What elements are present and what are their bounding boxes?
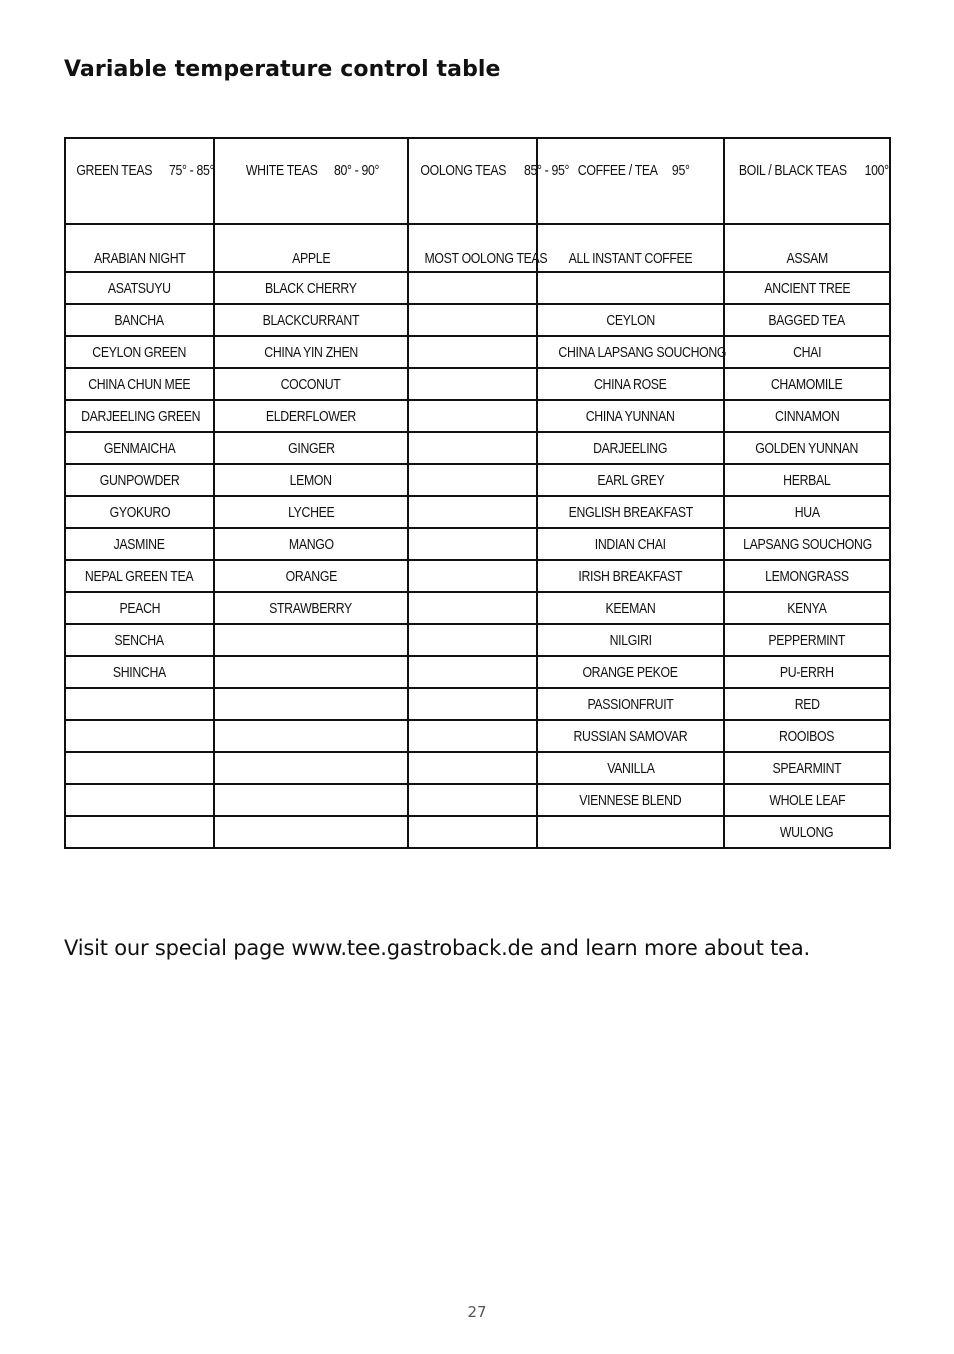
tea-name: ELDERFLOWER <box>265 407 357 425</box>
table-cell <box>65 368 214 400</box>
column-header-oolong-teas <box>408 138 570 224</box>
table-cell <box>214 816 408 848</box>
tea-name: SHINCHA <box>112 663 167 681</box>
tea-name: PU-ERRH <box>780 663 834 681</box>
tea-name: EARL GREY <box>596 471 665 489</box>
tea-name: BANCHA <box>114 311 165 329</box>
table-cell <box>724 432 890 464</box>
table-cell <box>724 304 890 336</box>
tea-name: WHOLE LEAF <box>768 791 846 809</box>
table-cell <box>537 464 724 496</box>
table-cell <box>408 304 537 336</box>
table-cell <box>65 400 214 432</box>
column-header-name: GREEN TEAS <box>76 162 153 179</box>
tea-name: ALL INSTANT COFFEE <box>568 250 693 267</box>
table-cell <box>408 688 537 720</box>
tea-name: DARJEELING GREEN <box>81 407 201 425</box>
tea-name: SENCHA <box>114 631 165 649</box>
table-cell <box>65 224 214 272</box>
table-row <box>65 656 890 688</box>
tea-name: ASATSUYU <box>108 279 171 297</box>
table-cell <box>724 720 890 752</box>
table-cell <box>214 304 408 336</box>
table-cell <box>724 624 890 656</box>
table-cell <box>724 784 890 816</box>
tea-name: CEYLON <box>606 311 655 329</box>
tea-name: ORANGE PEKOE <box>582 663 679 681</box>
table-cell <box>408 272 537 304</box>
table-cell <box>724 752 890 784</box>
table-cell <box>408 816 537 848</box>
table-cell <box>537 752 724 784</box>
table-cell <box>408 432 537 464</box>
table-cell <box>724 336 890 368</box>
tea-name: CINNAMON <box>774 407 840 425</box>
table-cell <box>724 592 890 624</box>
table-row <box>65 688 890 720</box>
table-cell <box>537 224 724 272</box>
tea-name: CHINA ROSE <box>594 375 667 393</box>
table-header-row <box>65 138 890 224</box>
column-header-green-teas <box>65 138 214 224</box>
tea-name: LYCHEE <box>287 503 335 521</box>
table-cell <box>724 656 890 688</box>
table-row <box>65 592 890 624</box>
table-row <box>65 304 890 336</box>
tea-name: VIENNESE BLEND <box>579 791 682 809</box>
table-cell <box>537 432 724 464</box>
table-cell <box>537 688 724 720</box>
table-cell <box>537 720 724 752</box>
table-row <box>65 496 890 528</box>
tea-name: GYOKURO <box>109 503 170 521</box>
tea-name: CHAMOMILE <box>771 375 843 393</box>
table-cell <box>214 656 408 688</box>
table-cell <box>214 784 408 816</box>
tea-name: WULONG <box>780 823 834 841</box>
table-cell <box>724 688 890 720</box>
table-cell <box>408 368 537 400</box>
table-cell <box>724 400 890 432</box>
table-cell <box>214 752 408 784</box>
table-cell <box>537 528 724 560</box>
table-cell <box>408 224 548 272</box>
tea-name: BLACK CHERRY <box>265 279 357 297</box>
tea-name: LAPSANG SOUCHONG <box>742 535 872 553</box>
table-row <box>65 560 890 592</box>
tea-name: BAGGED TEA <box>768 311 846 329</box>
page-number: 27 <box>467 1303 487 1321</box>
column-header-temp: 85° - 95° <box>524 162 570 179</box>
tea-name: ENGLISH BREAKFAST <box>568 503 693 521</box>
tea-name: GUNPOWDER <box>99 471 180 489</box>
table-cell <box>724 272 890 304</box>
table-cell <box>65 336 214 368</box>
table-cell <box>724 368 890 400</box>
table-cell <box>65 720 214 752</box>
table-cell <box>65 656 214 688</box>
table-cell <box>537 496 724 528</box>
temperature-table <box>64 137 891 849</box>
table-cell <box>214 496 408 528</box>
tea-name: BLACKCURRANT <box>262 311 360 329</box>
table-cell <box>214 272 408 304</box>
table-row <box>65 400 890 432</box>
table-row <box>65 368 890 400</box>
table-cell <box>537 592 724 624</box>
table-cell <box>65 432 214 464</box>
table-cell <box>408 528 537 560</box>
tea-name: VANILLA <box>606 759 655 777</box>
table-cell <box>214 624 408 656</box>
tea-name: MANGO <box>288 535 334 553</box>
table-cell <box>408 496 537 528</box>
table-cell <box>724 464 890 496</box>
tea-name: HUA <box>794 503 820 521</box>
column-header-name: OOLONG TEAS <box>420 162 507 179</box>
tea-name: KEEMAN <box>605 599 656 617</box>
table-cell <box>537 624 724 656</box>
table-row <box>65 720 890 752</box>
column-header-white-teas <box>214 138 408 224</box>
table-row <box>65 816 890 848</box>
tea-name: ARABIAN NIGHT <box>93 250 186 267</box>
table-row <box>65 224 890 272</box>
table-cell <box>65 528 214 560</box>
table-cell <box>214 528 408 560</box>
table-cell <box>214 432 408 464</box>
tea-name: RED <box>794 695 820 713</box>
tea-name: CHINA YUNNAN <box>586 407 675 425</box>
tea-name: HERBAL <box>783 471 831 489</box>
table-cell <box>214 464 408 496</box>
table-row <box>65 784 890 816</box>
tea-name: GENMAICHA <box>103 439 176 457</box>
table-row <box>65 272 890 304</box>
tea-name: CEYLON GREEN <box>92 343 187 361</box>
table-cell <box>537 400 724 432</box>
tea-name: ORANGE <box>285 567 337 585</box>
table-cell <box>537 656 724 688</box>
table-cell <box>408 560 537 592</box>
table-cell <box>537 784 724 816</box>
tea-name: APPLE <box>291 250 331 267</box>
footer-text: Visit our special page www.tee.gastroback.de and learn more about tea. <box>64 936 810 960</box>
column-header-name: WHITE TEAS <box>245 162 318 179</box>
column-header-coffee-tea <box>537 138 724 224</box>
tea-name: CHINA YIN ZHEN <box>264 343 358 361</box>
table-cell <box>537 560 724 592</box>
tea-name: ANCIENT TREE <box>764 279 850 297</box>
table-cell <box>408 464 537 496</box>
tea-name: KENYA <box>787 599 827 617</box>
table-cell <box>214 560 408 592</box>
table-cell <box>65 272 214 304</box>
tea-name: ASSAM <box>786 250 828 267</box>
table-cell <box>65 624 214 656</box>
tea-name: CHINA LAPSANG SOUCHONG <box>558 343 727 361</box>
table-cell <box>65 304 214 336</box>
table-cell <box>537 272 724 304</box>
tea-name: JASMINE <box>113 535 166 553</box>
table-cell <box>408 656 537 688</box>
table-cell <box>214 368 408 400</box>
table-row <box>65 464 890 496</box>
table-cell <box>214 400 408 432</box>
table-cell <box>724 224 890 272</box>
table-cell <box>537 336 727 368</box>
table-cell <box>65 688 214 720</box>
table-cell <box>65 464 214 496</box>
table-cell <box>408 400 537 432</box>
table-row <box>65 432 890 464</box>
table-cell <box>408 720 537 752</box>
table-cell <box>408 624 537 656</box>
table-cell <box>65 496 214 528</box>
table-cell <box>408 336 537 368</box>
table-body <box>65 138 890 848</box>
table-cell <box>65 784 214 816</box>
tea-name: NEPAL GREEN TEA <box>85 567 194 585</box>
table-row <box>65 624 890 656</box>
tea-name: CHAI <box>792 343 822 361</box>
tea-name: STRAWBERRY <box>269 599 353 617</box>
table-cell <box>214 336 408 368</box>
column-header-name: BOIL / BLACK TEAS <box>738 162 847 179</box>
tea-name: LEMONGRASS <box>765 567 849 585</box>
tea-name: SPEARMINT <box>772 759 842 777</box>
table-cell <box>537 816 724 848</box>
table-cell <box>65 560 214 592</box>
tea-name: MOST OOLONG TEAS <box>424 250 548 267</box>
tea-name: IRISH BREAKFAST <box>578 567 683 585</box>
table-cell <box>214 688 408 720</box>
tea-name: LEMON <box>289 471 333 489</box>
tea-name: DARJEELING <box>593 439 668 457</box>
table-cell <box>724 560 890 592</box>
tea-name: RUSSIAN SAMOVAR <box>573 727 688 745</box>
table-cell <box>408 784 537 816</box>
column-header-temp: 75° - 85° <box>169 162 215 179</box>
table-cell <box>65 816 214 848</box>
tea-name: PASSIONFRUIT <box>587 695 674 713</box>
table-cell <box>214 592 408 624</box>
table-cell <box>65 752 214 784</box>
tea-name: PEACH <box>119 599 160 617</box>
table-cell <box>408 752 537 784</box>
table-cell <box>724 816 890 848</box>
tea-name: COCONUT <box>281 375 341 393</box>
page-title: Variable temperature control table <box>64 57 501 82</box>
tea-name: CHINA CHUN MEE <box>88 375 191 393</box>
column-header-boil-black-teas <box>724 138 890 224</box>
tea-name: GINGER <box>287 439 335 457</box>
tea-name: PEPPERMINT <box>768 631 846 649</box>
table-row <box>65 528 890 560</box>
tea-name: INDIAN CHAI <box>595 535 666 553</box>
column-header-temp: 100° <box>865 162 890 179</box>
table-row <box>65 752 890 784</box>
table-cell <box>724 496 890 528</box>
table-cell <box>408 592 537 624</box>
table-cell <box>537 304 724 336</box>
table-cell <box>214 720 408 752</box>
tea-name: GOLDEN YUNNAN <box>755 439 859 457</box>
column-header-name: COFFEE / TEA <box>577 162 658 179</box>
table-cell <box>214 224 408 272</box>
table-cell <box>65 592 214 624</box>
column-header-temp: 80° - 90° <box>333 162 380 179</box>
table-cell <box>724 528 890 560</box>
tea-name: NILGIRI <box>609 631 652 649</box>
table-row <box>65 336 890 368</box>
tea-name: ROOIBOS <box>779 727 835 745</box>
table-cell <box>537 368 724 400</box>
column-header-temp: 95° <box>672 162 690 179</box>
